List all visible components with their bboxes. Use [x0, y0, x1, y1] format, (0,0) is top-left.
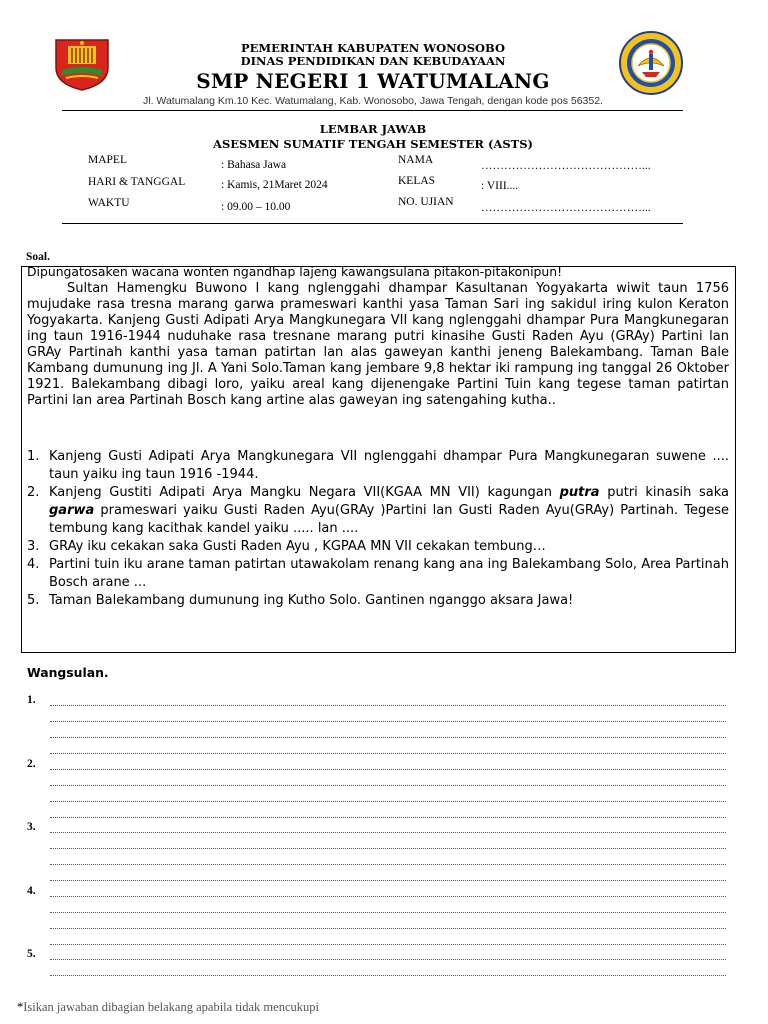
question-number: 4.: [27, 557, 40, 572]
answer-line[interactable]: [50, 785, 726, 786]
government-name: PEMERINTAH KABUPATEN WONOSOBO: [241, 41, 505, 55]
info-label-subject: MAPEL: [88, 154, 127, 166]
school-emblem-logo: [618, 30, 684, 96]
answer-line[interactable]: [50, 928, 726, 929]
question-item: [27, 448, 729, 484]
info-value-day-date: : Kamis, 21Maret 2024: [221, 179, 328, 191]
answer-number: 5.: [27, 948, 36, 960]
answer-number: 2.: [27, 758, 36, 770]
footnote-text: Isikan jawaban dibagian belakang apabila tidak mencukupi: [23, 1000, 319, 1014]
answer-line[interactable]: [50, 769, 726, 770]
question-text-part: prameswari yaiku Gusti Raden Ayu(GRAy )Partini lan Gusti Raden Ayu(GRAy) Partinah. Tegese tembung kang kacithak kandel yaiku ..... lan ....: [49, 503, 729, 536]
info-label-day-date: HARI & TANGGAL: [88, 176, 186, 188]
answer-number: 1.: [27, 694, 36, 706]
question-number: 2.: [27, 485, 40, 500]
answer-line[interactable]: [50, 848, 726, 849]
answer-number: 3.: [27, 821, 36, 833]
department-name: DINAS PENDIDIKAN DAN KEBUDAYAAN: [240, 54, 506, 68]
answer-line[interactable]: [50, 721, 726, 722]
question-text-part: Kanjeng Gustiti Adipati Arya Mangku Negara VII(KGAA MN VII) kagungan: [49, 485, 560, 500]
answer-line[interactable]: [50, 705, 726, 706]
answer-line[interactable]: [50, 896, 726, 897]
school-address: Jl. Watumalang Km.10 Kec. Watumalang, Kab. Wonosobo, Jawa Tengah, dengan kode pos 56352.: [143, 95, 603, 107]
answer-line[interactable]: [50, 864, 726, 865]
question-number: 3.: [27, 539, 40, 554]
question-number: 5.: [27, 593, 40, 608]
question-item: [27, 484, 729, 538]
info-label-exam-number: NO. UJIAN: [398, 196, 454, 208]
answer-line[interactable]: [50, 944, 726, 945]
answer-line[interactable]: [50, 801, 726, 802]
bold-word: putra: [559, 485, 600, 500]
question-text: GRAy iku cekakan saka Gusti Raden Ayu , KGPAA MN VII cekakan tembung…: [49, 539, 546, 554]
question-list: [27, 448, 729, 610]
question-item: [27, 538, 729, 556]
answer-line[interactable]: [50, 975, 726, 976]
info-label-class: KELAS: [398, 175, 436, 187]
info-label-name: NAMA: [398, 154, 434, 166]
question-number: 1.: [27, 449, 40, 464]
answer-line[interactable]: [50, 959, 726, 960]
question-text: Taman Balekambang dumunung ing Kutho Solo. Gantinen nganggo aksara Jawa!: [49, 593, 574, 608]
answer-line[interactable]: [50, 753, 726, 754]
answer-line[interactable]: [50, 880, 726, 881]
sheet-title: LEMBAR JAWAB: [319, 122, 427, 136]
sheet-subtitle: ASESMEN SUMATIF TENGAH SEMESTER (ASTS): [213, 137, 533, 151]
info-divider: [62, 223, 683, 224]
name-field[interactable]: ……………………………………...: [481, 160, 651, 172]
question-text-part: putri kinasih saka: [599, 485, 730, 500]
reading-passage: Sultan Hamengku Buwono I kang nglenggahi dhampar Kasultanan Yogyakarta wiwit taun 1756 mujudake rasa tresna marang garwa prameswari kanthi yasa Taman Sari ing sakidul iring kulon Keraton Yogyakarta. Kanjeng Gusti Adipati Arya Mangkunegara VII kang nglenggahi dhampar Pura Mangkunegaran ing taun 1916-1944 nuduhake rasa tresnane marang putri kinasihe Gusti Raden Ayu (GRAy) Partini lan GRAy Partinah kanthi yasa taman patirtan lan alas gaweyan kanthi jeneng Balekambang. Taman Bale Kambang dumunung ing Jl. A Yani Solo.Taman kang jembare 9,8 hektar iki rampung ing tanggal 26 Oktober 1921. Balekambang dibagi loro, yaiku areal kang dijenengake Partini Tuin kang tegese taman patirtan Partini lan area Partinah Bosch kang artine alas gaweyan ing satengahing kutha..: [27, 281, 729, 408]
exam-number-field[interactable]: ……………………………………...: [481, 202, 651, 214]
question-text: Partini tuin iku arane taman patirtan utawakolam renang kang ana ing Balekambang Solo, Area Partinah Bosch arane ...: [49, 557, 729, 590]
header-divider: [62, 110, 683, 111]
answer-line[interactable]: [50, 737, 726, 738]
answer-line[interactable]: [50, 817, 726, 818]
questions-label: Soal.: [26, 251, 50, 263]
questions-instruction: Dipungatosaken wacana wonten ngandhap lajeng kawangsulana pitakon-pitakonipun!: [27, 264, 563, 279]
answer-number: 4.: [27, 885, 36, 897]
info-label-time: WAKTU: [88, 197, 130, 209]
school-name: SMP NEGERI 1 WATUMALANG: [196, 69, 550, 93]
answer-line[interactable]: [50, 832, 726, 833]
info-value-subject: : Bahasa Jawa: [221, 159, 287, 171]
question-item: [27, 592, 729, 610]
info-value-time: : 09.00 – 10.00: [221, 201, 291, 213]
answer-line[interactable]: [50, 912, 726, 913]
question-text: Kanjeng Gusti Adipati Arya Mangkunegara VII nglenggahi dhampar Pura Mangkunegaran suwene .... taun yaiku ing taun 1916 -1944.: [49, 449, 729, 482]
question-item: [27, 556, 729, 592]
class-field[interactable]: : VIII....: [481, 180, 519, 192]
footnote: [17, 1000, 319, 1015]
bold-word: garwa: [49, 503, 95, 518]
footnote-star: *: [17, 1000, 24, 1014]
answers-label: Wangsulan.: [27, 665, 109, 680]
